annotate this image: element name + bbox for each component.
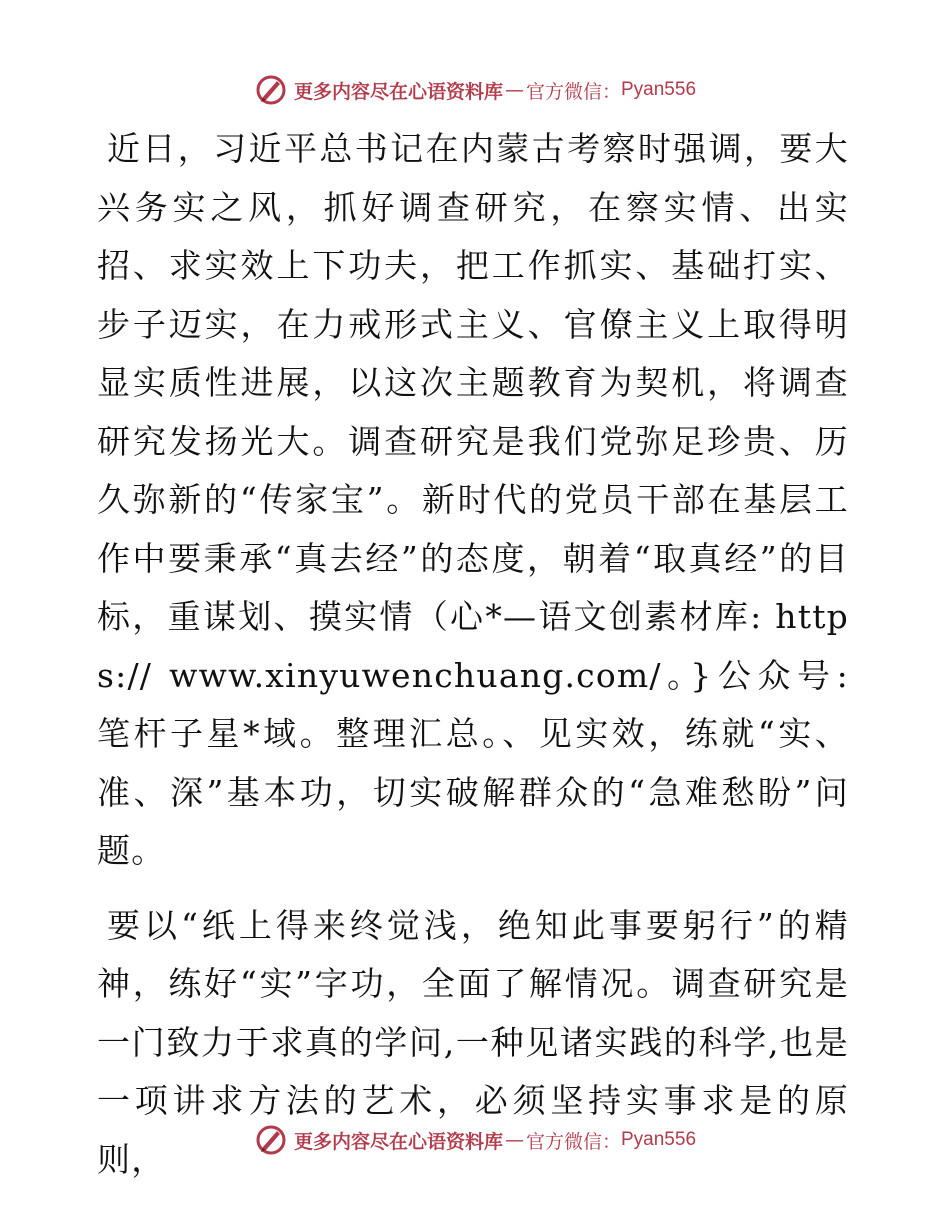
paragraph-1: 近日，习近平总书记在内蒙古考察时强调，要大兴务实之风，抓好调查研究，在察实情、出实招、求实效上下功夫，把工作抓实、基础打实、步子迈实，在力戒形式主义、官僚主义上取得明显实质性进展，以这次主题教育为契机，将调查研究发扬光大。调查研究是我们党弥足珍贵、历久弥新的“传家宝”。新时代的党员干部在基层工作中要秉承“真去经”的态度，朝着“取真经”的目标，重谋划、摸实情（心*—语文创素材库: https:// www.xinyuwenchuang.com/。}公众号: 笔杆子星*域。整理汇总。、见实效，练就“实、准、深”基本功，切实破解群众的“急难愁盼”问题。	[97, 129, 849, 870]
watermark-sub-text: 官方微信：	[525, 80, 621, 103]
paragraph-2: 要以“纸上得来终觉浅，绝知此事要躬行”的精神，练好“实”字功，全面了解情况。调查研究是一门致力于求真的学问,一种见诸实践的科学,也是一项讲求方法的艺术，必须坚持实事求是的原则，	[97, 905, 849, 1179]
footer-watermark	[0, 1120, 950, 1160]
pen-circle-logo-icon	[254, 73, 288, 107]
watermark-wechat-id: Pyan556	[621, 1129, 697, 1150]
watermark-wechat-id: Pyan556	[621, 79, 697, 100]
watermark-main-text: 更多内容尽在心语资料库	[293, 1130, 503, 1153]
pen-circle-logo-icon	[254, 1123, 288, 1157]
header-watermark	[0, 70, 950, 110]
watermark-separator: —	[504, 1129, 524, 1151]
watermark-separator: —	[504, 79, 524, 101]
watermark-main-text: 更多内容尽在心语资料库	[293, 80, 503, 103]
document-body	[97, 120, 849, 1189]
watermark-sub-text: 官方微信：	[525, 1130, 621, 1153]
